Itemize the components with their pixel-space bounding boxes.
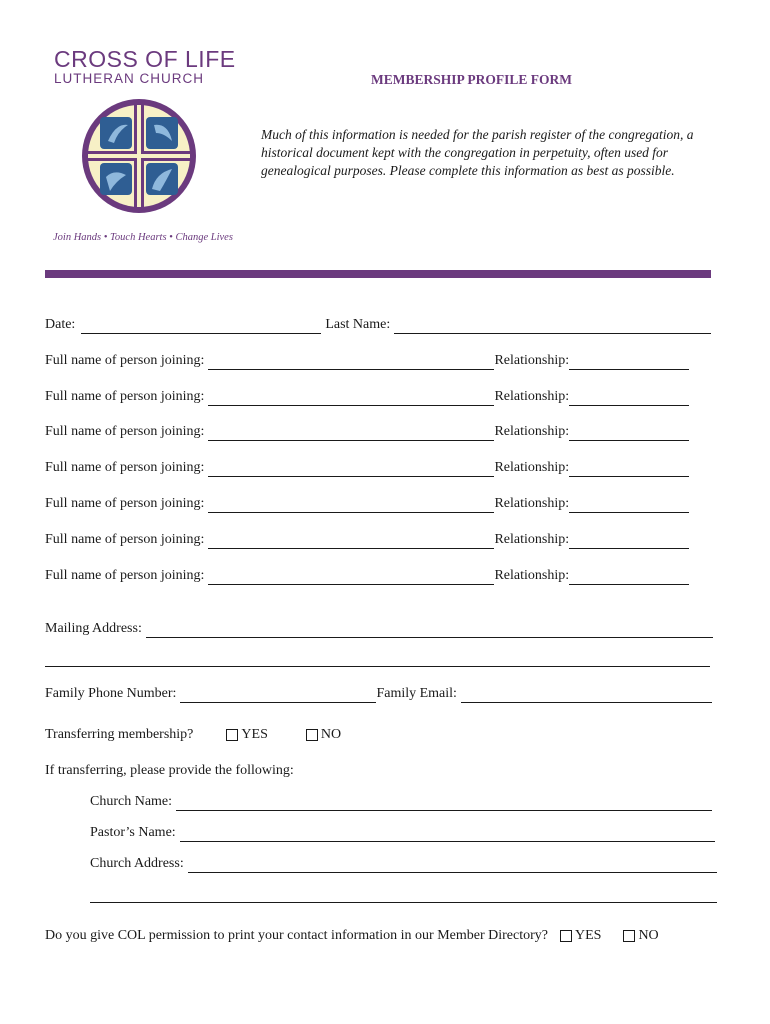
person-label: Full name of person joining: xyxy=(45,460,205,475)
person-label: Full name of person joining: xyxy=(45,353,205,368)
phone-field[interactable] xyxy=(180,686,376,703)
church-name-field[interactable] xyxy=(176,794,712,811)
transfer-row xyxy=(45,724,341,744)
yes-label: YES xyxy=(241,727,268,742)
person-name-field[interactable] xyxy=(208,389,494,406)
mailing-address-row-2 xyxy=(45,647,710,667)
checkbox-icon[interactable] xyxy=(226,729,238,741)
directory-yes-option[interactable] xyxy=(560,928,601,945)
person-name-field[interactable] xyxy=(208,568,494,585)
person-label: Full name of person joining: xyxy=(45,568,205,583)
person-row xyxy=(45,421,689,441)
cross-logo-icon xyxy=(80,97,198,215)
relationship-label: Relationship: xyxy=(494,353,570,368)
logo-subtitle: LUTHERAN CHURCH xyxy=(54,71,205,86)
church-address-row-2 xyxy=(90,883,717,903)
date-label: Date: xyxy=(45,317,76,332)
transfer-label: Transferring membership? xyxy=(45,727,194,742)
relationship-label: Relationship: xyxy=(494,532,570,547)
pastor-name-label: Pastor’s Name: xyxy=(90,825,176,840)
relationship-label: Relationship: xyxy=(494,568,570,583)
person-row xyxy=(45,386,689,406)
person-label: Full name of person joining: xyxy=(45,389,205,404)
transfer-yes-option[interactable] xyxy=(226,727,267,744)
church-address-field[interactable] xyxy=(188,856,717,873)
yes-label: YES xyxy=(574,928,602,943)
pastor-row xyxy=(90,822,715,842)
no-label: NO xyxy=(638,928,659,943)
logo-tagline: Join Hands • Touch Hearts • Change Lives xyxy=(53,232,233,243)
person-name-field[interactable] xyxy=(208,353,494,370)
pastor-name-field[interactable] xyxy=(180,825,715,842)
date-lastname-row xyxy=(45,314,711,334)
church-name-label: Church Name: xyxy=(90,794,173,809)
last-name-field[interactable] xyxy=(394,317,711,334)
person-row xyxy=(45,493,689,513)
relationship-field[interactable] xyxy=(569,353,689,370)
person-row xyxy=(45,457,689,477)
person-row xyxy=(45,565,689,585)
no-label: NO xyxy=(320,727,342,742)
person-name-field[interactable] xyxy=(208,460,494,477)
directory-label: Do you give COL permission to print your contact information in our Member Directory? xyxy=(45,928,548,943)
form-title: MEMBERSHIP PROFILE FORM xyxy=(371,72,573,87)
checkbox-icon[interactable] xyxy=(560,930,572,942)
relationship-field[interactable] xyxy=(569,389,689,406)
relationship-label: Relationship: xyxy=(494,424,570,439)
relationship-field[interactable] xyxy=(569,496,689,513)
mailing-address-field-2[interactable] xyxy=(45,650,710,667)
relationship-field[interactable] xyxy=(569,460,689,477)
church-address-field-2[interactable] xyxy=(90,886,717,903)
person-label: Full name of person joining: xyxy=(45,532,205,547)
church-address-label: Church Address: xyxy=(90,856,184,871)
relationship-field[interactable] xyxy=(569,568,689,585)
person-label: Full name of person joining: xyxy=(45,424,205,439)
church-address-row xyxy=(90,853,717,873)
contact-row xyxy=(45,683,712,703)
phone-label: Family Phone Number: xyxy=(45,686,177,701)
person-name-field[interactable] xyxy=(208,424,494,441)
directory-row xyxy=(45,925,659,945)
header-divider xyxy=(45,270,711,278)
mailing-address-label: Mailing Address: xyxy=(45,621,142,636)
person-name-field[interactable] xyxy=(208,532,494,549)
relationship-label: Relationship: xyxy=(494,389,570,404)
mailing-address-field[interactable] xyxy=(146,621,713,638)
mailing-address-row xyxy=(45,618,713,638)
intro-paragraph: Much of this information is needed for the parish register of the congregation, a historical document kept with the congregation in perpetuity, often used for genealogical purposes. Please complete this information as best as possible. xyxy=(261,127,694,178)
logo-title: CROSS OF LIFE xyxy=(54,46,236,72)
transfer-no-option[interactable] xyxy=(306,727,341,744)
email-label: Family Email: xyxy=(376,686,457,701)
church-name-row xyxy=(90,791,712,811)
checkbox-icon[interactable] xyxy=(306,729,318,741)
directory-no-option[interactable] xyxy=(623,928,658,945)
person-row xyxy=(45,529,689,549)
person-name-field[interactable] xyxy=(208,496,494,513)
date-field[interactable] xyxy=(81,317,321,334)
relationship-label: Relationship: xyxy=(494,460,570,475)
email-field[interactable] xyxy=(461,686,712,703)
person-row xyxy=(45,350,689,370)
person-label: Full name of person joining: xyxy=(45,496,205,511)
relationship-field[interactable] xyxy=(569,424,689,441)
relationship-field[interactable] xyxy=(569,532,689,549)
last-name-label: Last Name: xyxy=(325,317,391,332)
if-transferring-label: If transferring, please provide the following: xyxy=(45,763,294,778)
if-transferring-row xyxy=(45,760,294,780)
relationship-label: Relationship: xyxy=(494,496,570,511)
checkbox-icon[interactable] xyxy=(623,930,635,942)
